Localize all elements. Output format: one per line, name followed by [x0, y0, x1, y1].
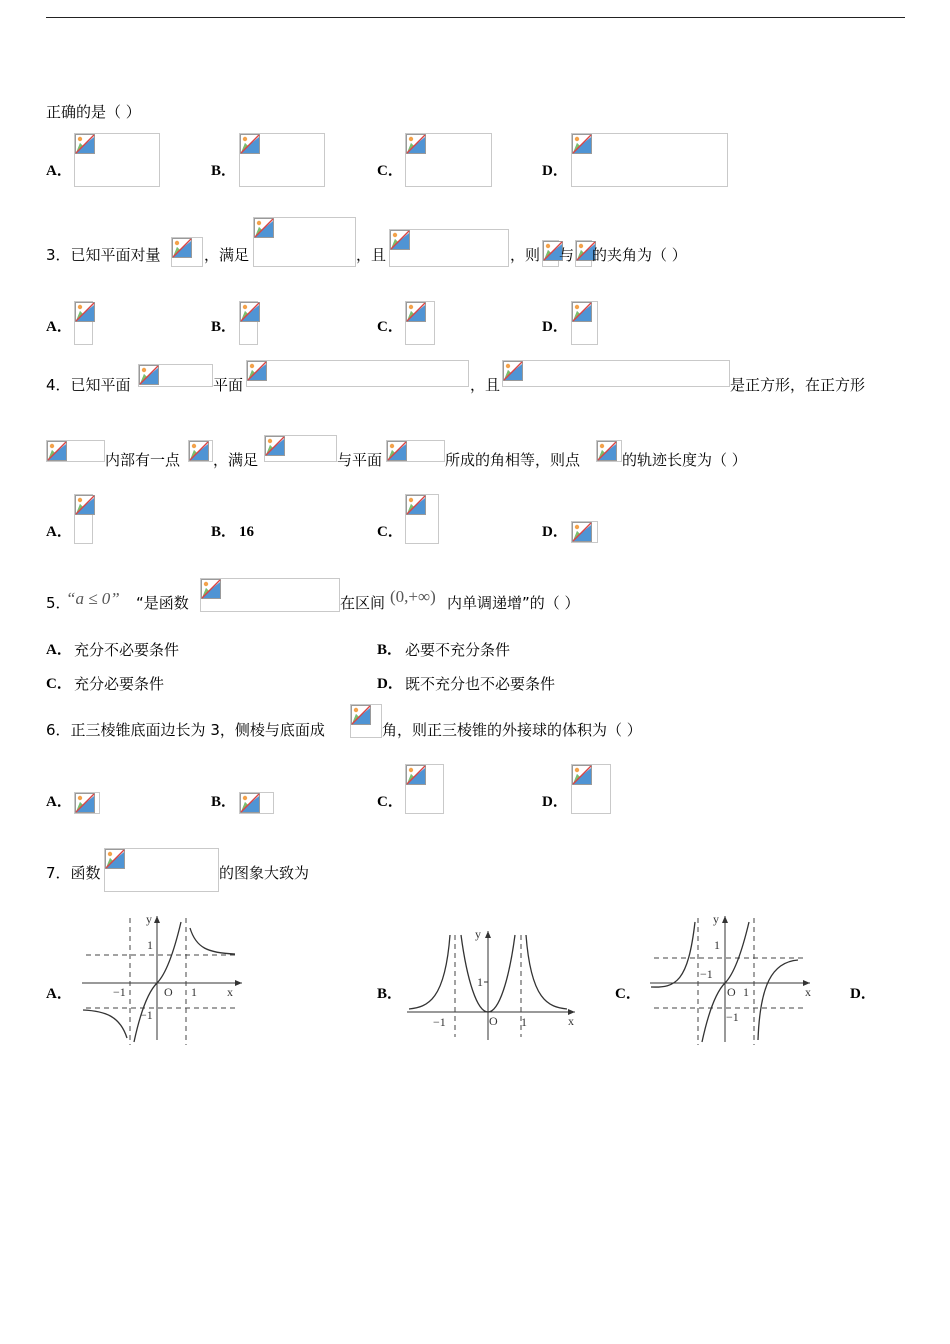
- broken-image-icon: [575, 240, 592, 267]
- q5-option-c-label: C．: [46, 676, 72, 692]
- broken-image-icon: [571, 521, 598, 543]
- q2-option-a-label: A．: [46, 163, 72, 179]
- graph-a: [80, 910, 250, 1050]
- graph-c-origin: O: [727, 985, 736, 999]
- graph-b-x-one: 1: [521, 1015, 527, 1029]
- graph-c-y-neg-one: −1: [726, 1010, 739, 1024]
- broken-image-icon: [239, 301, 258, 345]
- broken-image-icon: [405, 494, 439, 544]
- q2-option-d-label: D．: [542, 163, 568, 179]
- broken-image-icon: [138, 364, 213, 387]
- broken-image-icon: [239, 792, 274, 814]
- graph-a-x-one: 1: [191, 985, 197, 999]
- q6-option-a-label: A．: [46, 794, 72, 810]
- broken-image-icon: [571, 301, 598, 345]
- broken-image-icon: [74, 301, 93, 345]
- header-rule: [46, 17, 905, 18]
- q3-with: 与: [559, 246, 575, 264]
- q4-angles: 所成的角相等，则点: [445, 451, 581, 469]
- q4-option-b-label: B．: [211, 524, 237, 540]
- q4-tail: 的轨迹长度为（ ）: [622, 451, 747, 469]
- q7-option-d-label: D．: [850, 986, 876, 1002]
- broken-image-icon: [74, 133, 160, 187]
- q4-square: 是正方形，在正方形: [730, 376, 866, 394]
- graph-b-origin: O: [489, 1014, 498, 1028]
- broken-image-icon: [542, 240, 559, 267]
- graph-a-y-neg-one: −1: [140, 1008, 153, 1022]
- broken-image-icon: [596, 440, 622, 462]
- q4-and: ，且: [470, 376, 501, 394]
- q4-option-c-label: C．: [377, 524, 403, 540]
- q4-plane: 平面: [213, 376, 244, 394]
- graph-a-x-label: x: [227, 985, 233, 999]
- graph-c-x-label: x: [805, 985, 811, 999]
- q4-option-d-label: D．: [542, 524, 568, 540]
- q7-option-a-label: A．: [46, 986, 72, 1002]
- q4-withplane: 与平面: [337, 451, 383, 469]
- broken-image-icon: [253, 217, 356, 267]
- q5-option-a-label: A．: [46, 642, 72, 658]
- q5-interval-text: 在区间: [340, 594, 386, 612]
- broken-image-icon: [405, 133, 492, 187]
- q3-then: ，则: [510, 246, 541, 264]
- graph-b-y-one: 1: [477, 975, 483, 989]
- q4-prefix: 4．已知平面: [46, 376, 131, 394]
- broken-image-icon: [571, 764, 611, 814]
- q3-option-d-label: D．: [542, 319, 568, 335]
- q2-tail: 正确的是（ ）: [46, 103, 141, 121]
- q2-option-c-label: C．: [377, 163, 403, 179]
- broken-image-icon: [239, 133, 325, 187]
- q3-and: ，且: [356, 246, 387, 264]
- q3-option-b-label: B．: [211, 319, 237, 335]
- graph-c: [648, 910, 818, 1050]
- q2-option-b-label: B．: [211, 163, 237, 179]
- broken-image-icon: [264, 435, 337, 462]
- q6-option-c-label: C．: [377, 794, 403, 810]
- q4-inside: 内部有一点: [105, 451, 181, 469]
- q5-is-func: “是函数: [136, 594, 189, 612]
- graph-c-y-label: y: [713, 912, 719, 926]
- graph-c-x-neg-one: −1: [700, 967, 713, 981]
- q4-option-a-label: A．: [46, 524, 72, 540]
- broken-image-icon: [350, 704, 382, 738]
- graph-b: [403, 925, 583, 1045]
- q5-option-a: 充分不必要条件: [74, 641, 180, 659]
- q5-condition: “a ≤ 0”: [66, 589, 120, 608]
- q5-interval: (0,+∞): [390, 587, 436, 606]
- broken-image-icon: [74, 494, 93, 544]
- q4-option-b-value: 16: [239, 524, 254, 540]
- q5-option-b-label: B．: [377, 642, 403, 658]
- graph-a-x-neg-one: −1: [113, 985, 126, 999]
- q7-prefix: 7．函数: [46, 864, 101, 882]
- q5-option-d: 既不充分也不必要条件: [405, 675, 556, 693]
- broken-image-icon: [74, 792, 100, 814]
- graph-c-x-one: 1: [743, 985, 749, 999]
- q6-option-d-label: D．: [542, 794, 568, 810]
- graph-a-y-label: y: [146, 912, 152, 926]
- graph-a-origin: O: [164, 985, 173, 999]
- broken-image-icon: [46, 440, 105, 462]
- graph-c-y-one: 1: [714, 938, 720, 952]
- graph-b-x-neg-one: −1: [433, 1015, 446, 1029]
- broken-image-icon: [200, 578, 340, 612]
- q3-tail: 的夹角为（ ）: [592, 246, 687, 264]
- broken-image-icon: [405, 301, 435, 345]
- q6-option-b-label: B．: [211, 794, 237, 810]
- broken-image-icon: [405, 764, 444, 814]
- q5-option-c: 充分必要条件: [74, 675, 165, 693]
- broken-image-icon: [171, 237, 203, 267]
- q5-option-b: 必要不充分条件: [405, 641, 511, 659]
- q7-tail: 的图象大致为: [219, 864, 310, 882]
- broken-image-icon: [389, 229, 509, 267]
- q3-option-c-label: C．: [377, 319, 403, 335]
- broken-image-icon: [571, 133, 728, 187]
- graph-b-x-label: x: [568, 1014, 574, 1028]
- q3-option-a-label: A．: [46, 319, 72, 335]
- broken-image-icon: [188, 440, 213, 462]
- broken-image-icon: [502, 360, 730, 387]
- q5-tail: 内单调递增”的（ ）: [447, 594, 580, 612]
- q4-satisfy: ，满足: [213, 451, 259, 469]
- graph-b-y-label: y: [475, 927, 481, 941]
- q5-prefix: 5．: [46, 594, 71, 612]
- q5-option-d-label: D．: [377, 676, 403, 692]
- q7-option-c-label: C．: [615, 986, 641, 1002]
- q6-tail: 角，则正三棱锥的外接球的体积为（ ）: [382, 721, 642, 739]
- q3-satisfy: ，满足: [204, 246, 250, 264]
- graph-a-y-one: 1: [147, 938, 153, 952]
- broken-image-icon: [246, 360, 469, 387]
- q3-prefix: 3．已知平面对量: [46, 246, 161, 264]
- q7-option-b-label: B．: [377, 986, 403, 1002]
- broken-image-icon: [386, 440, 445, 462]
- broken-image-icon: [104, 848, 219, 892]
- q6-text: 6．正三棱锥底面边长为 3，侧棱与底面成: [46, 721, 325, 739]
